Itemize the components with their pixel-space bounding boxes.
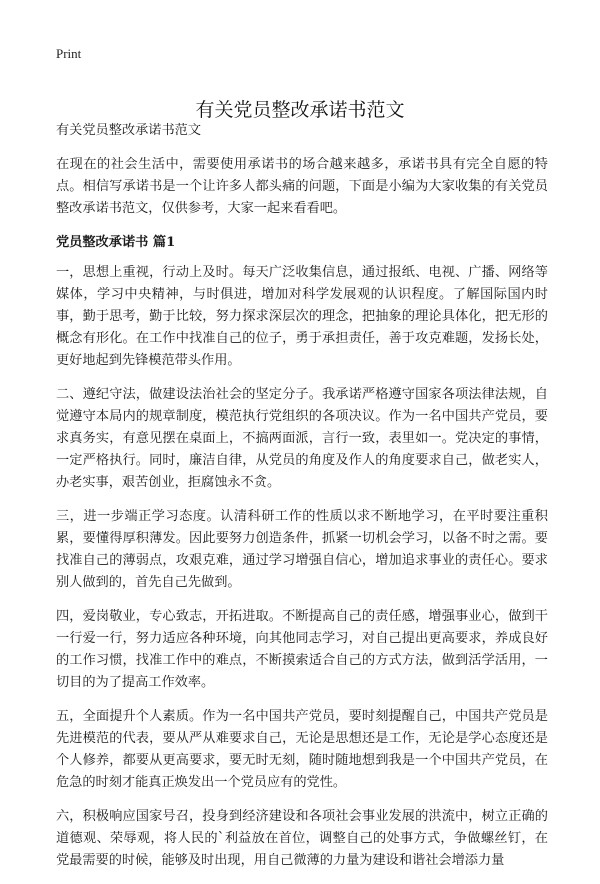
document-subtitle: 有关党员整改承诺书范文 bbox=[56, 123, 202, 138]
paragraph-6: 六，积极响应国家号召，投身到经济建设和各项社会事业发展的洪流中，树立正确的道德观、荣辱观，将人民的`利益放在首位，调整自己的处事方式，争做螺丝钉，在党最需要的时候，能够及时出现，用自己微薄的力量为建设和谐社会增添力量 bbox=[56, 809, 548, 868]
document-title: 有关党员整改承诺书范文 bbox=[195, 98, 405, 121]
paragraph-2: 二、遵纪守法，做建设法治社会的坚定分子。我承诺严格遵守国家各项法律法规，自觉遵守本局内的规章制度，模范执行党组织的各项决议。作为一名中国共产党员，要求真务实，有意见摆在桌面上，不搞两面派，言行一致，表里如一。党决定的事情，一定严格执行。同时，廉洁自律，从党员的角度及作人的角度要求自己，做老实人，办老实事，艰苦创业，拒腐蚀永不贪。 bbox=[56, 387, 548, 490]
document-body bbox=[56, 120, 548, 884]
intro-paragraph: 在现在的社会生活中，需要使用承诺书的场合越来越多，承诺书具有完全自愿的特点。相信写承诺书是一个让许多人都头痛的问题，下面是小编为大家收集的有关党员整改承诺书范文，仅供参考，大家一起来看看吧。 bbox=[56, 157, 548, 216]
paragraph-4: 四，爱岗敬业，专心致志，开拓进取。不断提高自己的责任感，增强事业心，做到干一行爱一行，努力适应各种环境，向其他同志学习，对自己提出更高要求，养成良好的工作习惯，找准工作中的难点，不断摸索适合自己的方式方法，做到活学活用，一切目的为了提高工作效率。 bbox=[56, 609, 548, 690]
paragraph-3: 三，进一步端正学习态度。认清科研工作的性质以求不断地学习，在平时要注重积累，要懂得厚积薄发。因此要努力创造条件，抓紧一切机会学习，以备不时之需。要找准自己的薄弱点，攻艰克难，通过学习增强自信心，增加追求事业的责任心。要求别人做到的，首先自己先做到。 bbox=[56, 509, 548, 590]
print-link[interactable]: Print bbox=[56, 46, 82, 61]
paragraph-5: 五，全面提升个人素质。作为一名中国共产党员，要时刻提醒自己，中国共产党员是先进模范的代表，要从严从难要求自己，无论是思想还是工作，无论是学心态度还是个人修养，都要从更高要求，要无时无刻，随时随地想到我是一个中国共产党员，在危急的时刻才能真正焕发出一个党员应有的党性。 bbox=[56, 709, 548, 790]
section-heading: 党员整改承诺书 篇1 bbox=[56, 235, 176, 250]
paragraph-1: 一，思想上重视，行动上及时。每天广泛收集信息，通过报纸、电视、广播、网络等媒体，学习中央精神，与时俱进，增加对科学发展观的认识程度。了解国际国内时事，勤于思考，勤于比较，努力探求深层次的理念，把抽象的理论具体化，把无形的概念有形化。在工作中找准自己的位子，勇于承担责任，善于攻克难题，发扬长处，更好地起到先锋模范带头作用。 bbox=[56, 265, 548, 368]
